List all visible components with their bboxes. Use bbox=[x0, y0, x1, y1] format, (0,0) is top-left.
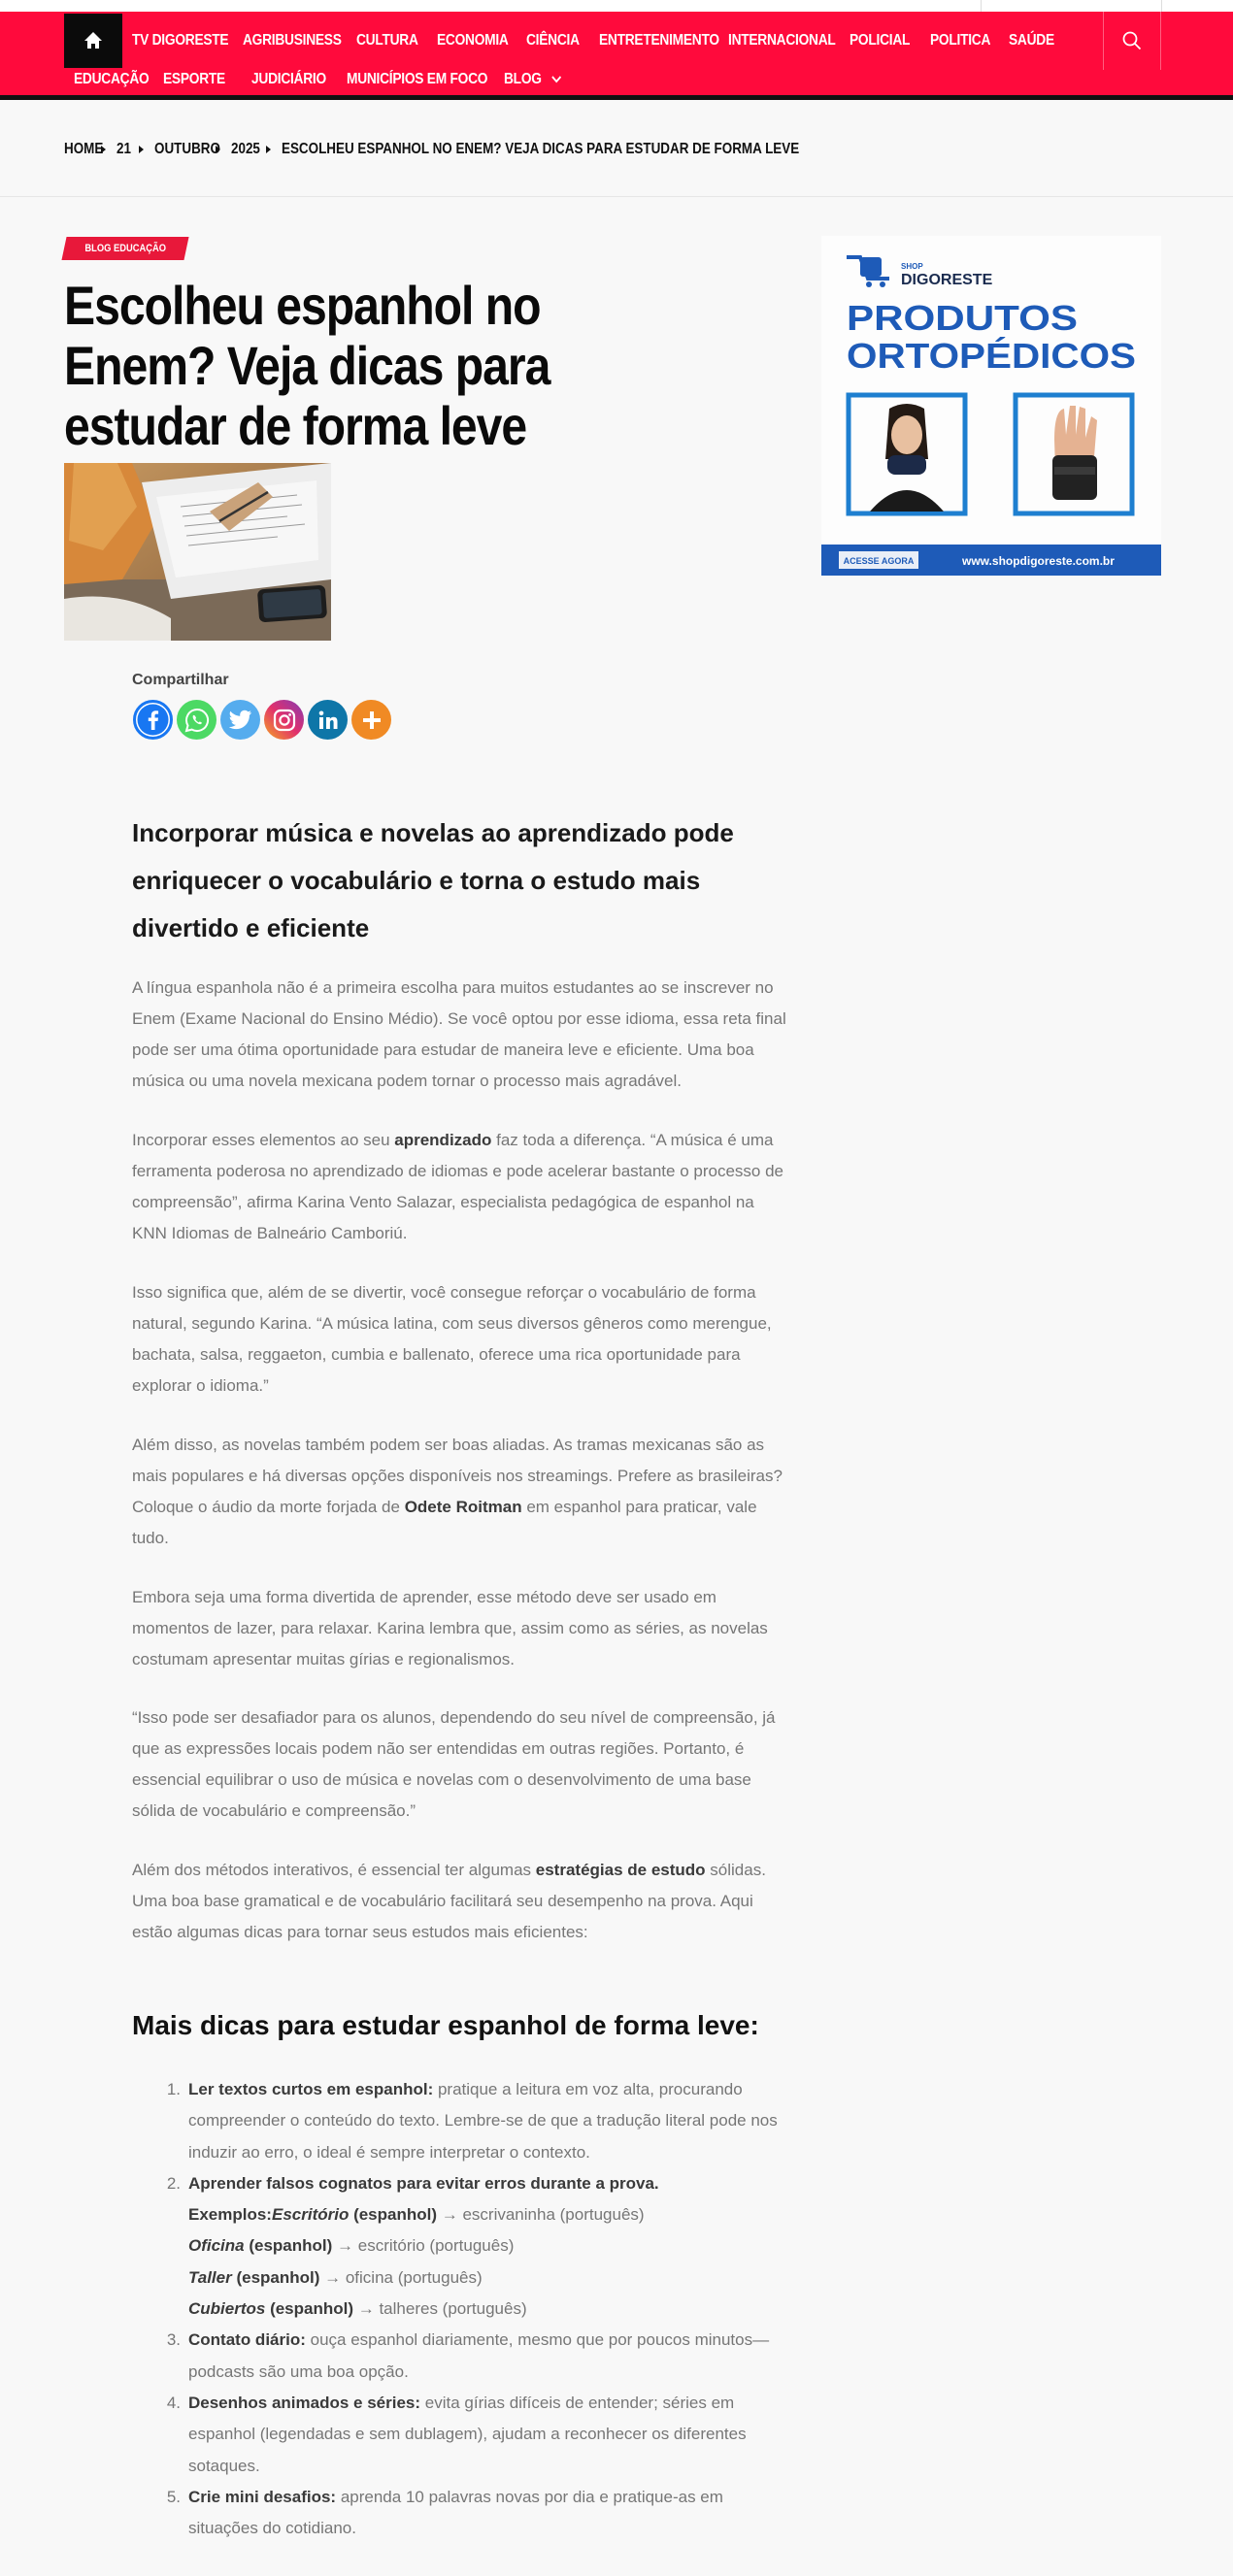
nav-item-internacional[interactable]: INTERNACIONAL bbox=[728, 32, 836, 49]
text-run: evita gírias difíceis de entender; séries em espanhol (legendadas e sem dublagem), ajudam a reconhecer os diferentes sotaques. bbox=[188, 2393, 747, 2475]
bold-text: (espanhol) bbox=[349, 2205, 438, 2225]
nav-item-esporte[interactable]: ESPORTE bbox=[163, 71, 225, 87]
list-item-text bbox=[188, 2168, 659, 2325]
list-item-text bbox=[188, 2074, 792, 2168]
article-paragraph: A língua espanhola não é a primeira escolha para muitos estudantes ao se inscrever no Enem (Exame Nacional do Ensino Médio). Se você optou por esse idioma, essa reta final pode ser uma ótima oportunidade para estudar de maneira leve e eficiente. Uma boa música ou uma novela mexicana podem tornar o processo mais agradável. bbox=[132, 978, 786, 1090]
list-number: 2. bbox=[166, 2173, 181, 2193]
more-icon bbox=[361, 710, 383, 731]
italic-bold-text: Oficina bbox=[188, 2236, 245, 2256]
ad-headline-2: ORTOPÉDICOS bbox=[847, 336, 1136, 376]
text-run: em espanhol para praticar, vale tudo. bbox=[132, 1498, 757, 1547]
text-run: → talheres (português) bbox=[353, 2299, 527, 2319]
list-item bbox=[132, 2325, 792, 2388]
breadcrumb-bar bbox=[0, 100, 1233, 197]
sidebar-ad-banner[interactable] bbox=[821, 236, 1161, 576]
list-item-text bbox=[188, 2325, 792, 2388]
breadcrumb bbox=[64, 139, 898, 160]
share-buttons bbox=[133, 700, 391, 740]
ad-brand: DIGORESTE bbox=[901, 272, 993, 288]
bold-text: (espanhol) bbox=[265, 2299, 354, 2319]
nav-item-ciencia[interactable]: CIÊNCIA bbox=[526, 32, 580, 49]
article-paragraph bbox=[132, 1855, 792, 1948]
article-paragraph: Embora seja uma forma divertida de aprender, esse método deve ser usado em momentos de lazer, para relaxar. Karina lembra que, assim como as séries, as novelas costumam apresentar muitas gírias e regionalismos. bbox=[132, 1588, 768, 1668]
bold-text: (espanhol) bbox=[231, 2267, 320, 2287]
main-nav bbox=[0, 12, 1233, 95]
bold-text: Crie mini desafios: bbox=[188, 2487, 337, 2506]
bold-text: Contato diário: bbox=[188, 2330, 306, 2350]
home-icon bbox=[83, 31, 103, 50]
divider bbox=[1161, 0, 1162, 12]
list-number: 1. bbox=[166, 2080, 181, 2098]
ad-cta-button: ACESSE AGORA bbox=[843, 556, 915, 566]
text-run: Além disso, as novelas também podem ser boas aliadas. As tramas mexicanas são as mais populares e há diversas opções disponíveis nos streamings. Prefere as brasileiras? Coloque o áudio da morte forjada de bbox=[132, 1436, 783, 1516]
text-run: pratique a leitura em voz alta, procurando compreender o conteúdo do texto. Lembre-se de que a tradução literal pode nos induzir ao erro, o ideal é sempre interpretar o contexto. bbox=[188, 2080, 778, 2162]
nav-row-secondary bbox=[74, 65, 571, 94]
nav-item-politica[interactable]: POLITICA bbox=[930, 32, 991, 49]
nav-item-agribusiness[interactable]: AGRIBUSINESS bbox=[243, 32, 342, 49]
breadcrumb-year[interactable]: 2025 bbox=[231, 141, 260, 157]
share-more-button[interactable] bbox=[351, 700, 391, 740]
bold-text: Odete Roitman bbox=[404, 1498, 522, 1516]
featured-image bbox=[64, 463, 331, 641]
article-subtitle: Incorporar música e novelas ao aprendizado pode enriquecer o vocabulário e torna o estudo mais divertido e eficiente bbox=[132, 818, 734, 942]
share-label: Compartilhar bbox=[132, 672, 229, 688]
facebook-icon bbox=[136, 703, 170, 737]
category-badge-label: BLOG EDUCAÇÃO bbox=[84, 243, 167, 254]
list-number: 3. bbox=[166, 2330, 181, 2350]
text-run: sólidas. Uma boa base gramatical e de vocabulário facilitará seu desempenho na prova. Aqui estão algumas dicas para tornar seus estudos mais eficientes: bbox=[132, 1861, 766, 1941]
twitter-icon bbox=[229, 710, 252, 731]
italic-bold-text: Taller bbox=[188, 2267, 232, 2287]
text-run: aprenda 10 palavras novas por dia e pratique-as em situações do cotidiano. bbox=[188, 2487, 723, 2538]
bold-text: Desenhos animados e séries: bbox=[188, 2393, 421, 2412]
nav-item-tv-digoreste[interactable]: TV DIGORESTE bbox=[132, 32, 229, 49]
nav-item-municipios-em-foco[interactable]: MUNICÍPIOS EM FOCO bbox=[347, 71, 488, 87]
nav-item-educacao[interactable]: EDUCAÇÃO bbox=[74, 71, 150, 87]
nav-item-cultura[interactable]: CULTURA bbox=[356, 32, 418, 49]
article-paragraph: Isso significa que, além de se divertir, você consegue reforçar o vocabulário de forma natural, segundo Karina. “A música latina, com seus diversos gêneros como merengue, bachata, salsa, reggaeton, cumbia e ballenato, oferece uma rica oportunidade para explorar o idioma.” bbox=[132, 1283, 772, 1395]
instagram-icon bbox=[273, 709, 296, 732]
breadcrumb-separator-icon bbox=[139, 146, 144, 153]
nav-item-blog-label: BLOG bbox=[504, 71, 542, 87]
bold-text: Aprender falsos cognatos para evitar erros durante a prova. bbox=[188, 2173, 659, 2193]
list-number: 5. bbox=[166, 2487, 181, 2506]
section-heading: Mais dicas para estudar espanhol de forma leve: bbox=[132, 2010, 759, 2040]
ad-brand-small: SHOP bbox=[901, 262, 923, 271]
nav-item-blog[interactable] bbox=[504, 71, 562, 88]
text-run: faz toda a diferença. “A música é uma ferramenta poderosa no aprendizado de idiomas e pode acelerar bastante o processo de compreensão”, afirma Karina Vento Salazar, especialista pedagógica de espanhol na KNN Idiomas de Balneário Camboriú. bbox=[132, 1131, 783, 1242]
category-badge[interactable] bbox=[61, 237, 188, 260]
featured-image-illustration bbox=[64, 463, 331, 641]
list-number: 4. bbox=[166, 2393, 181, 2412]
list-item-text bbox=[188, 2388, 792, 2482]
ad-headline-1: PRODUTOS bbox=[847, 298, 1078, 338]
list-item bbox=[132, 2482, 792, 2545]
share-twitter-button[interactable] bbox=[220, 700, 260, 740]
nav-item-judiciario[interactable]: JUDICIÁRIO bbox=[251, 71, 326, 87]
bold-text: Ler textos curtos em espanhol: bbox=[188, 2080, 434, 2098]
breadcrumb-month[interactable]: OUTUBRO bbox=[154, 141, 220, 157]
article-paragraph: “Isso pode ser desafiador para os alunos, dependendo do seu nível de compreensão, já que as expressões locais podem não ser entendidas em outras regiões. Portanto, é essencial equilibrar o uso de música e novelas com o desenvolvimento de uma base sólida de vocabulário e compreensão.” bbox=[132, 1708, 776, 1820]
share-instagram-button[interactable] bbox=[264, 700, 304, 740]
linkedin-icon bbox=[317, 710, 339, 731]
text-run: ouça espanhol diariamente, mesmo que por poucos minutos—podcasts são uma boa opção. bbox=[188, 2330, 770, 2381]
share-facebook-button[interactable] bbox=[133, 700, 173, 740]
page-title: Escolheu espanhol no Enem? Veja dicas para estudar de forma leve bbox=[64, 275, 550, 456]
list-item-text bbox=[188, 2482, 792, 2545]
list-item bbox=[132, 2074, 792, 2168]
bold-text: Exemplos: bbox=[188, 2205, 272, 2225]
tips-list bbox=[132, 2074, 792, 2544]
text-run: → oficina (português) bbox=[319, 2267, 483, 2287]
whatsapp-icon bbox=[184, 708, 210, 733]
nav-item-policial[interactable]: POLICIAL bbox=[850, 32, 911, 49]
nav-item-entretenimento[interactable]: ENTRETENIMENTO bbox=[599, 32, 719, 49]
chevron-down-icon bbox=[551, 76, 561, 83]
text-run: Incorporar esses elementos ao seu bbox=[132, 1131, 395, 1149]
search-icon bbox=[1122, 31, 1142, 50]
top-strip bbox=[0, 0, 1233, 12]
article-paragraph bbox=[132, 1430, 792, 1554]
search-button[interactable] bbox=[1103, 12, 1161, 70]
text-run: Além dos métodos interativos, é essencial ter algumas bbox=[132, 1861, 536, 1879]
list-item bbox=[132, 2168, 792, 2325]
nav-item-saude[interactable]: SAÚDE bbox=[1009, 32, 1054, 49]
text-run: → escritório (português) bbox=[332, 2236, 515, 2256]
home-button[interactable] bbox=[64, 14, 122, 68]
ad-artwork bbox=[821, 236, 1161, 576]
divider bbox=[981, 0, 982, 12]
text-run: → escrivaninha (português) bbox=[437, 2205, 645, 2225]
bold-text: aprendizado bbox=[394, 1131, 492, 1149]
wrist-brace-product-image bbox=[1052, 406, 1097, 500]
breadcrumb-current: ESCOLHEU ESPANHOL NO ENEM? VEJA DICAS PARA ESTUDAR DE FORMA LEVE bbox=[282, 141, 800, 157]
share-whatsapp-button[interactable] bbox=[177, 700, 217, 740]
share-linkedin-button[interactable] bbox=[308, 700, 348, 740]
nav-item-economia[interactable]: ECONOMIA bbox=[437, 32, 509, 49]
italic-bold-text: Escritório bbox=[271, 2205, 350, 2225]
article-paragraph bbox=[132, 1125, 792, 1249]
breadcrumb-home[interactable]: HOME bbox=[64, 141, 104, 157]
nav-row-primary bbox=[132, 26, 1057, 55]
list-item bbox=[132, 2388, 792, 2482]
breadcrumb-day[interactable]: 21 bbox=[117, 141, 131, 157]
bold-text: (espanhol) bbox=[244, 2236, 333, 2256]
bold-text: estratégias de estudo bbox=[535, 1861, 706, 1879]
breadcrumb-separator-icon bbox=[266, 146, 271, 153]
italic-bold-text: Cubiertos bbox=[188, 2299, 266, 2319]
ad-url: www.shopdigoreste.com.br bbox=[962, 554, 1115, 568]
